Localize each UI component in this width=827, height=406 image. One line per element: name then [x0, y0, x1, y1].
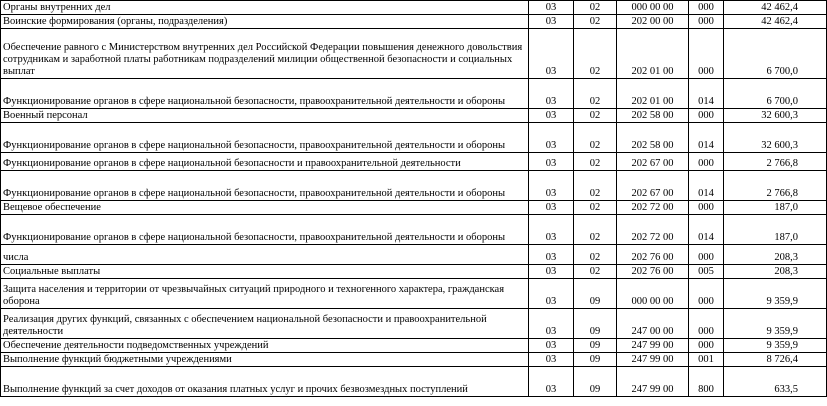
table-row	[1, 29, 827, 79]
row-subsection: 09	[574, 367, 617, 397]
row-amount: 208,3	[724, 245, 827, 265]
row-section: 03	[529, 79, 574, 109]
table-row	[1, 339, 827, 353]
row-amount: 9 359,9	[724, 279, 827, 309]
row-name: числа	[1, 245, 529, 265]
row-section: 03	[529, 123, 574, 153]
row-section: 03	[529, 171, 574, 201]
row-target-code: 202 58 00	[617, 123, 689, 153]
table-row	[1, 309, 827, 339]
row-section: 03	[529, 353, 574, 367]
row-target-code: 247 99 00	[617, 367, 689, 397]
row-amount: 32 600,3	[724, 123, 827, 153]
table-row	[1, 79, 827, 109]
row-section: 03	[529, 109, 574, 123]
row-subsection: 02	[574, 215, 617, 245]
row-subsection: 02	[574, 109, 617, 123]
row-expense-type: 000	[689, 109, 724, 123]
row-expense-type: 000	[689, 29, 724, 79]
table-row	[1, 153, 827, 171]
row-target-code: 202 67 00	[617, 153, 689, 171]
row-subsection: 09	[574, 279, 617, 309]
row-subsection: 02	[574, 171, 617, 201]
row-name: Функционирование органов в сфере национальной безопасности, правоохранительной деятельности и обороны	[1, 171, 529, 201]
row-subsection: 02	[574, 15, 617, 29]
row-amount: 9 359,9	[724, 309, 827, 339]
table-row	[1, 265, 827, 279]
row-expense-type: 000	[689, 153, 724, 171]
table-row	[1, 215, 827, 245]
row-expense-type: 014	[689, 215, 724, 245]
row-expense-type: 800	[689, 367, 724, 397]
row-amount: 9 359,9	[724, 339, 827, 353]
row-target-code: 202 01 00	[617, 79, 689, 109]
row-amount: 208,3	[724, 265, 827, 279]
row-name: Обеспечение равного с Министерством внутренних дел Российской Федерации повышения денежного довольствия сотрудникам и заработной платы работникам подразделений милиции общественной безопасности и социальных выплат	[1, 29, 529, 79]
row-target-code: 247 00 00	[617, 309, 689, 339]
table-row	[1, 123, 827, 153]
row-target-code: 247 99 00	[617, 339, 689, 353]
row-subsection: 02	[574, 201, 617, 215]
row-name: Функционирование органов в сфере национальной безопасности, правоохранительной деятельности и обороны	[1, 215, 529, 245]
row-expense-type: 005	[689, 265, 724, 279]
row-subsection: 02	[574, 29, 617, 79]
row-subsection: 09	[574, 339, 617, 353]
budget-table-body	[1, 1, 827, 397]
table-row	[1, 367, 827, 397]
row-subsection: 02	[574, 1, 617, 15]
row-name: Выполнение функций бюджетными учреждениями	[1, 353, 529, 367]
row-target-code: 000 00 00	[617, 279, 689, 309]
row-target-code: 247 99 00	[617, 353, 689, 367]
row-section: 03	[529, 215, 574, 245]
row-subsection: 09	[574, 353, 617, 367]
row-subsection: 02	[574, 265, 617, 279]
row-target-code: 202 67 00	[617, 171, 689, 201]
row-section: 03	[529, 29, 574, 79]
row-expense-type: 000	[689, 201, 724, 215]
row-name: Органы внутренних дел	[1, 1, 529, 15]
row-section: 03	[529, 339, 574, 353]
row-amount: 2 766,8	[724, 171, 827, 201]
row-section: 03	[529, 201, 574, 215]
row-expense-type: 001	[689, 353, 724, 367]
row-name: Обеспечение деятельности подведомственных учреждений	[1, 339, 529, 353]
row-target-code: 202 00 00	[617, 15, 689, 29]
row-expense-type: 000	[689, 279, 724, 309]
row-amount: 6 700,0	[724, 29, 827, 79]
row-name: Функционирование органов в сфере национальной безопасности, правоохранительной деятельности и обороны	[1, 79, 529, 109]
row-name: Функционирование органов в сфере национальной безопасности и правоохранительной деятельности	[1, 153, 529, 171]
row-section: 03	[529, 1, 574, 15]
row-section: 03	[529, 245, 574, 265]
row-amount: 633,5	[724, 367, 827, 397]
table-row	[1, 245, 827, 265]
row-target-code: 202 01 00	[617, 29, 689, 79]
row-amount: 32 600,3	[724, 109, 827, 123]
row-subsection: 09	[574, 309, 617, 339]
row-section: 03	[529, 367, 574, 397]
row-amount: 2 766,8	[724, 153, 827, 171]
row-expense-type: 000	[689, 309, 724, 339]
row-target-code: 202 76 00	[617, 245, 689, 265]
row-amount: 8 726,4	[724, 353, 827, 367]
row-amount: 42 462,4	[724, 15, 827, 29]
row-subsection: 02	[574, 245, 617, 265]
table-row	[1, 171, 827, 201]
row-target-code: 202 76 00	[617, 265, 689, 279]
row-amount: 42 462,4	[724, 1, 827, 15]
row-expense-type: 000	[689, 245, 724, 265]
row-name: Социальные выплаты	[1, 265, 529, 279]
row-target-code: 202 72 00	[617, 201, 689, 215]
row-section: 03	[529, 15, 574, 29]
row-name: Выполнение функций за счет доходов от оказания платных услуг и прочих безвозмездных поступлений	[1, 367, 529, 397]
row-amount: 6 700,0	[724, 79, 827, 109]
row-target-code: 202 72 00	[617, 215, 689, 245]
table-row	[1, 279, 827, 309]
row-name: Реализация других функций, связанных с обеспечением национальной безопасности и правоохранительной деятельности	[1, 309, 529, 339]
row-amount: 187,0	[724, 215, 827, 245]
row-expense-type: 014	[689, 123, 724, 153]
row-expense-type: 014	[689, 171, 724, 201]
row-name: Защита населения и территории от чрезвычайных ситуаций природного и техногенного характера, гражданская оборона	[1, 279, 529, 309]
table-row	[1, 15, 827, 29]
row-target-code: 202 58 00	[617, 109, 689, 123]
row-target-code: 000 00 00	[617, 1, 689, 15]
row-name: Воинские формирования (органы, подразделения)	[1, 15, 529, 29]
table-row	[1, 201, 827, 215]
row-section: 03	[529, 309, 574, 339]
row-expense-type: 014	[689, 79, 724, 109]
row-name: Функционирование органов в сфере национальной безопасности, правоохранительной деятельности и обороны	[1, 123, 529, 153]
row-section: 03	[529, 153, 574, 171]
row-expense-type: 000	[689, 1, 724, 15]
row-expense-type: 000	[689, 339, 724, 353]
row-name: Военный персонал	[1, 109, 529, 123]
row-subsection: 02	[574, 153, 617, 171]
row-name: Вещевое обеспечение	[1, 201, 529, 215]
table-row	[1, 1, 827, 15]
row-section: 03	[529, 279, 574, 309]
row-expense-type: 000	[689, 15, 724, 29]
row-subsection: 02	[574, 79, 617, 109]
row-amount: 187,0	[724, 201, 827, 215]
row-subsection: 02	[574, 123, 617, 153]
table-row	[1, 109, 827, 123]
table-row	[1, 353, 827, 367]
row-section: 03	[529, 265, 574, 279]
